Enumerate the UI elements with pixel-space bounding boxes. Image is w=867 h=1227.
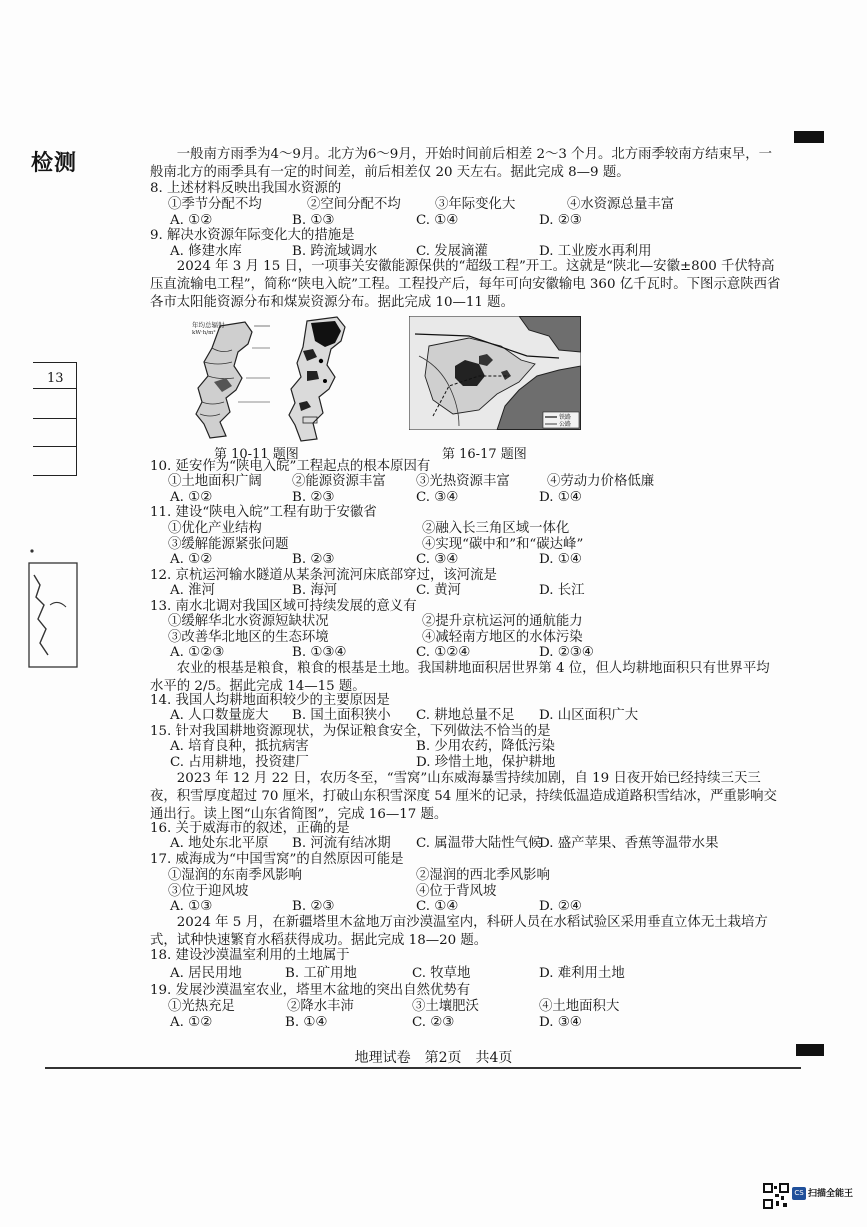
option-c[interactable]: C. 属温带大陆性气候 [416,836,542,851]
option-d[interactable]: D. ②③④ [539,645,594,660]
option-c[interactable]: C. 耕地总量不足 [416,708,515,723]
option-c[interactable]: C. ①②④ [416,645,471,660]
statement: ①缓解华北水资源短缺状况 [168,614,329,629]
statement: ③年际变化大 [435,197,516,212]
option-b[interactable]: B. 跨流域调水 [292,244,378,259]
scanner-badge: CS [792,1187,806,1200]
option-d[interactable]: D. ②③ [539,213,582,228]
intro-10-11: 2024 年 3 月 15 日，一项事关安徽能源保供的“超级工程”开工。这就是“陕北—安徽±800 千伏特高压直流输电工程”，简称“陕电入皖”工程。工程投产后，每年可向安徽输电 360 亿千瓦时。下图示意陕西省各市太阳能资源分布和煤炭资源分布。据此完成 10—11 题。 [150,259,781,310]
option-b[interactable]: B. 河流有结冰期 [292,836,391,851]
option-b[interactable]: B. 海河 [292,583,338,598]
statement: ④劳动力价格低廉 [547,474,655,489]
statement: ②融入长三角区域一体化 [422,521,570,536]
statement: ①优化产业结构 [168,521,262,536]
option-b[interactable]: B. ①④ [285,1015,328,1030]
option-d[interactable]: D. 珍惜土地，保护耕地 [416,755,556,770]
statement: ④减轻南方地区的水体污染 [422,630,583,645]
question-8-stem: 8. 上述材料反映出我国水资源的 [150,181,342,196]
option-d[interactable]: D. 工业废水再利用 [539,244,652,259]
option-b[interactable]: B. ①③④ [292,645,347,660]
option-a[interactable]: A. 培育良种，抵抗病害 [170,739,309,754]
score-number: 13 [47,371,64,386]
legend-road: 公路 [559,421,572,428]
statement: ③土壤肥沃 [412,999,479,1014]
question-10-stem: 10. 延安作为“陕电入皖”工程起点的根本原因有 [150,459,431,474]
shandong-province-map [409,316,581,430]
option-a[interactable]: A. 淮河 [170,583,215,598]
option-a[interactable]: A. 地处东北平原 [170,836,269,851]
statement: ②提升京杭运河的通航能力 [422,614,583,629]
option-d[interactable]: D. ①④ [539,552,582,567]
question-9-stem: 9. 解决水资源年际变化大的措施是 [150,228,355,243]
option-b[interactable]: B. 国土面积狭小 [292,708,391,723]
statement: ①季节分配不均 [168,197,262,212]
option-d[interactable]: D. 山区面积广大 [539,708,639,723]
legend-rail: 铁路 [559,414,572,421]
statement: ②降水丰沛 [287,999,354,1014]
question-18-stem: 18. 建设沙漠温室利用的土地属于 [150,948,350,963]
shaanxi-coal-resources-map [285,315,360,445]
option-b[interactable]: B. ②③ [292,899,335,914]
option-b[interactable]: B. ②③ [292,490,335,505]
option-c[interactable]: C. ①④ [416,899,459,914]
option-c[interactable]: C. ③④ [416,490,459,505]
statement: ④实现“碳中和”和“碳达峰” [422,537,584,552]
statement: ③位于迎风坡 [168,884,249,899]
shaanxi-solar-radiation-map [190,318,275,443]
question-17-stem: 17. 威海成为“中国雪窝”的自然原因可能是 [150,852,404,867]
option-a[interactable]: A. 修建水库 [170,244,242,259]
option-a[interactable]: A. ①③ [170,899,213,914]
question-18-options [150,965,782,983]
option-c[interactable]: C. ③④ [416,552,459,567]
statement: ②能源资源丰富 [292,474,386,489]
question-19-stem: 19. 发展沙漠温室农业，塔里木盆地的突出自然优势有 [150,983,471,998]
option-a[interactable]: A. ①② [170,1015,213,1030]
statement: ①湿润的东南季风影响 [168,868,302,883]
option-b[interactable]: B. ①③ [292,213,335,228]
question-15-stem: 15. 针对我国耕地资源现状，为保证粮食安全，下列做法不恰当的是 [150,724,551,739]
option-a[interactable]: A. 人口数量庞大 [170,708,269,723]
statement: ③缓解能源紧张问题 [168,537,289,552]
corner-bar-top [794,131,824,143]
option-c[interactable]: C. 占用耕地，投资建厂 [170,755,309,770]
statement: ③光热资源丰富 [416,474,510,489]
intro-14-15: 农业的根基是粮食，粮食的根基是土地。我国耕地面积居世界第 4 位，但人均耕地面积只有世界平均水平的 2/5。据此完成 14—15 题。 [150,661,770,694]
page-footer: 地理试卷 第2页 共4页 [354,1050,513,1066]
statement: ①光热充足 [168,999,235,1014]
option-d[interactable]: D. ①④ [539,490,582,505]
footer-rule [45,1067,801,1069]
intro-16-17: 2023 年 12 月 22 日，农历冬至，“雪窝”山东威海暴雪持续加剧，自 19 日夜开始已经持续三天三夜，积雪厚度超过 70 厘米，打破山东积雪深度 54 厘米的记录，持续低温造成道路积雪结冰，严重影响交通出行。读上图“山东省简图”，完成 16—17 题。 [150,771,777,822]
section-label: 检测 [31,150,78,176]
figure-caption-16-17: 第 16-17 题图 [442,447,527,462]
option-b[interactable]: B. ②③ [292,552,335,567]
intro-8-9: 一般南方雨季为4～9月。北方为6～9月，开始时间前后相差 2～3 个月。北方雨季较南方结束早，一般南北方的雨季具有一定的时间差，前后相差仅 20 天左右。据此完成 8—9 题。 [150,147,773,180]
question-12-stem: 12. 京杭运河输水隧道从某条河流河床底部穿过，该河流是 [150,568,497,583]
figure-caption-10-11: 第 10-11 题图 [214,447,299,462]
option-a[interactable]: A. 居民用地 [170,966,242,981]
margin-map-fragment [28,545,80,670]
option-c[interactable]: C. ①④ [416,213,459,228]
option-d[interactable]: D. 难利用土地 [539,966,625,981]
option-c[interactable]: C. 发展滴灌 [416,244,488,259]
option-c[interactable]: C. ②③ [412,1015,455,1030]
scanner-app-name: 扫描全能王 [808,1189,854,1199]
option-a[interactable]: A. ①② [170,552,213,567]
question-15-options [150,738,782,774]
question-14-stem: 14. 我国人均耕地面积较少的主要原因是 [150,693,390,708]
question-11-stem: 11. 建设“陕电入皖”工程有助于安徽省 [150,505,377,520]
question-13-stem: 13. 南水北调对我国区域可持续发展的意义有 [150,599,417,614]
qr-code-icon [763,1183,789,1209]
option-d[interactable]: D. 盛产苹果、香蕉等温带水果 [539,836,719,851]
statement: ①土地面积广阔 [168,474,262,489]
svg-text:年均总辐射: 年均总辐射 [192,321,225,329]
option-c[interactable]: C. 黄河 [416,583,462,598]
statement: ③改善华北地区的生态环境 [168,630,329,645]
question-16-stem: 16. 关于威海市的叙述，正确的是 [150,821,350,836]
option-a[interactable]: A. ①② [170,213,213,228]
intro-18-20: 2024 年 5 月，在新疆塔里木盆地万亩沙漠温室内，科研人员在水稻试验区采用垂直立体无土栽培方式，试种快速繁育水稻获得成功。据此完成 18—20 题。 [150,915,768,948]
statement: ②湿润的西北季风影响 [416,868,550,883]
option-b[interactable]: B. 工矿用地 [285,966,357,981]
statement: ④位于背风坡 [416,884,497,899]
statement: ②空间分配不均 [307,197,401,212]
option-d[interactable]: D. ③④ [539,1015,582,1030]
question-19-options [150,1014,782,1032]
option-c[interactable]: C. 牧草地 [412,966,471,981]
option-d[interactable]: D. ②④ [539,899,582,914]
statement: ④水资源总量丰富 [567,197,675,212]
statement: ④土地面积大 [539,999,620,1014]
option-b[interactable]: B. 少用农药，降低污染 [416,739,555,754]
score-box [33,362,77,476]
svg-text:kW·h/m²: kW·h/m² [192,330,216,336]
option-d[interactable]: D. 长江 [539,583,585,598]
option-a[interactable]: A. ①②③ [170,645,225,660]
option-a[interactable]: A. ①② [170,490,213,505]
